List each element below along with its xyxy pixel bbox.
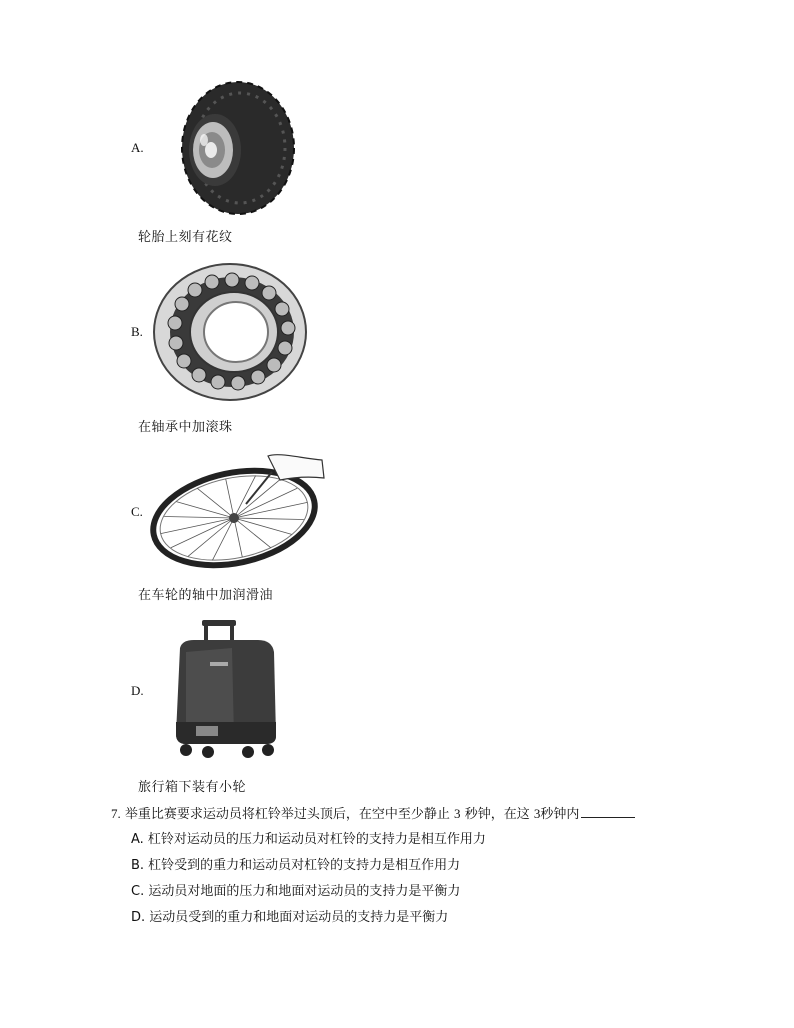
- choice-a[interactable]: A. 杠铃对运动员的压力和运动员对杠铃的支持力是相互作用力: [131, 832, 486, 847]
- question-stem-part-3: 秒钟内: [540, 807, 580, 822]
- option-b-letter: B.: [131, 324, 143, 339]
- option-a-caption: 轮胎上刻有花纹: [138, 230, 233, 245]
- question-stem-part-1: 举重比赛要求运动员将杠铃举过头顶后，在空中至少静止: [124, 807, 450, 822]
- option-c-letter: C.: [131, 504, 143, 519]
- choice-b[interactable]: B. 杠铃受到的重力和运动员对杠铃的支持力是相互作用力: [131, 858, 461, 873]
- luggage-wheels-image: [172, 618, 280, 760]
- option-b-caption: 在轴承中加滚珠: [138, 420, 233, 435]
- question-number-3-first: 3: [454, 806, 461, 821]
- choice-d[interactable]: D. 运动员受到的重力和地面对运动员的支持力是平衡力: [131, 910, 449, 925]
- option-d-caption: 旅行箱下装有小轮: [138, 780, 247, 795]
- option-a-letter: A.: [131, 140, 144, 155]
- answer-blank[interactable]: [581, 806, 635, 818]
- ball-bearing-image: [148, 256, 310, 406]
- question-number-3-second: 3: [533, 806, 541, 821]
- tire-image: [168, 78, 298, 218]
- question-7-stem: [111, 803, 635, 822]
- option-c-caption: 在车轮的轴中加润滑油: [138, 588, 274, 603]
- choice-c[interactable]: C. 运动员对地面的压力和地面对运动员的支持力是平衡力: [131, 884, 461, 899]
- question-number: 7.: [111, 806, 121, 821]
- option-d-letter: D.: [131, 683, 144, 698]
- question-stem-part-2: 秒钟，在这: [464, 807, 530, 822]
- bicycle-wheel-oiling-image: [150, 452, 326, 576]
